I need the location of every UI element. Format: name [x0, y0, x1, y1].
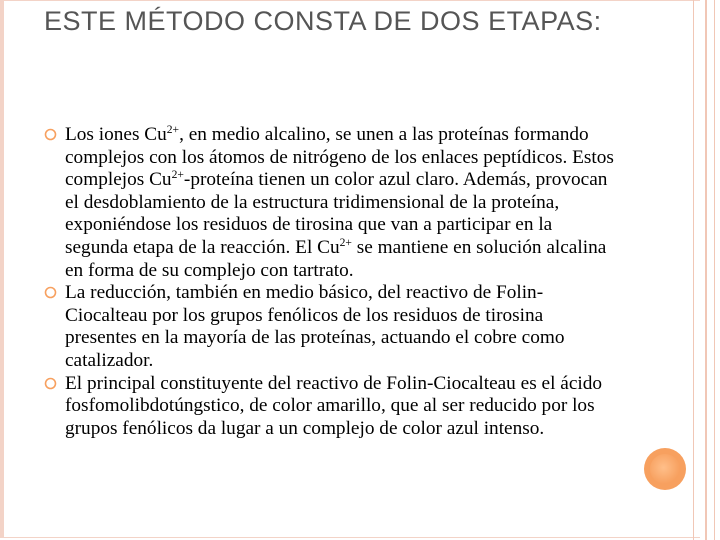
slide-title: ESTE MÉTODO CONSTA DE DOS ETAPAS: — [44, 6, 602, 36]
decorative-rule — [714, 0, 715, 540]
circle-outline-icon — [44, 286, 57, 299]
bullet-text: La reducción, también en medio básico, del reactivo de Folin-Ciocalteau por los grupos fenólicos de los residuos de tirosina presentes en la mayoría de las proteínas, actuando el cobre como catalizador. — [65, 282, 565, 371]
decorative-circle — [644, 448, 686, 490]
decorative-rule — [705, 0, 707, 540]
list-item — [44, 282, 616, 372]
bullet-list — [44, 124, 616, 440]
bullet-text: El principal constituyente del reactivo de Folin‑Ciocalteau es el ácido fosfomolibdotúngstico, de color amarillo, que al ser reducido por los grupos fenólicos da lugar a un complejo de color azul intenso. — [65, 372, 603, 439]
circle-outline-icon — [44, 128, 57, 141]
list-item — [44, 373, 616, 441]
decorative-rule — [693, 0, 694, 540]
list-item — [44, 124, 616, 282]
bullet-text: Los iones $Cu^{2+}$, en medio alcalino, se unen a las proteínas formando complejos con los átomos de nitrógeno de los enlaces peptídicos. Estos complejos $Cu^{2+}$-proteína tienen un color azul claro. Además, provocan el desdoblamiento de la estructura tridimensional de la proteína, exponiéndose los residuos de tirosina que van a participar en la segunda etapa de la reacción. El $Cu^{2+}$ se mantiene en solución alcalina en forma de su complejo con tartrato. — [65, 123, 614, 281]
circle-outline-icon — [44, 377, 57, 390]
